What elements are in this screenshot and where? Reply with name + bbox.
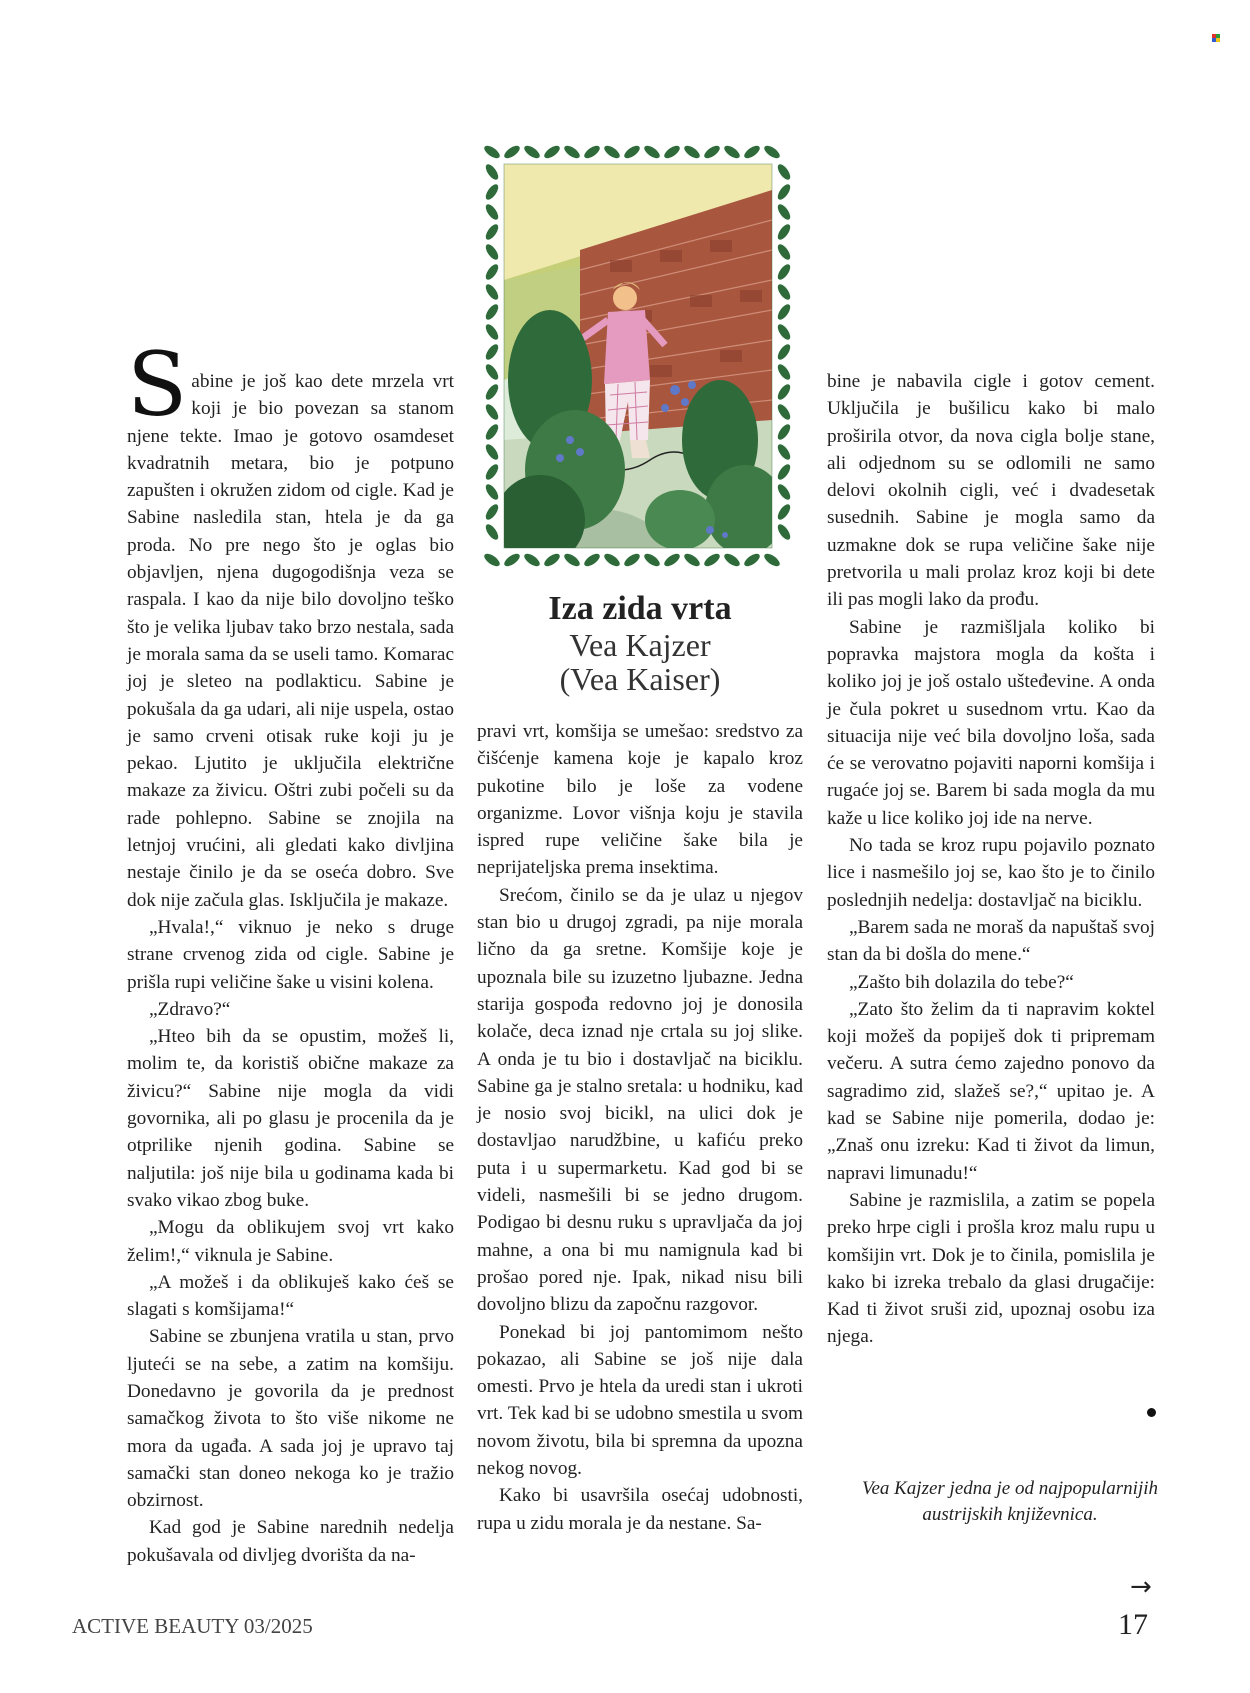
paragraph: „Barem sada ne moraš da napuštaš svoj stan da bi došla do mene.“ (827, 916, 1155, 966)
author-bio: Vea Kajzer jedna je od najpopularnijih austrijskih književnica. (861, 1478, 1159, 1525)
page-number: 17 (1118, 1608, 1148, 1641)
paragraph: Sabine se zbunjena vratila u stan, prvo ljuteći se na sebe, a zatim na komšiju. Donedavno je govorila da je prednost samačkog života to što više nikome ne mora da ugađa. A sada joj je upravo taj samački stan doneo nekoga ko je tražio obzirnost. (127, 1326, 454, 1512)
paragraph: Sabine je razmislila, a zatim se popela preko hrpe cigli i prošla kroz malu rupu u komšijin vrt. Dok je to činila, pomislila je kako bi izreka trebalo da glasi drugačije: Kad ti život sruši zid, upoznaj osobu iza njega. (827, 1189, 1155, 1348)
paragraph: pravi vrt, komšija se umešao: sredstvo za čišćenje kamena koje je kapalo kroz pukotine bilo je loše za vodene organizme. Lovor višnja koju je stavila ispred rupe veličine šake bila je neprijateljska prema insektima. (477, 721, 803, 879)
paragraph: Kako bi usavršila osećaj udobnosti, rupa u zidu morala je da nestane. Sa- (477, 1485, 803, 1534)
continue-arrow-icon: → (1130, 1572, 1152, 1602)
magazine-issue: ACTIVE BEAUTY 03/2025 (72, 1614, 313, 1638)
paragraph: „Hvala!,“ viknuo je neko s druge strane crvenog zida od cigle. Sabine je prišla rupi veličine šake u visini kolena. (127, 916, 454, 993)
paragraph: „A možeš i da oblikuješ kako ćeš se slagati s komšijama!“ (127, 1271, 454, 1321)
paragraph: „Zašto bih dolazila do tebe?“ (849, 971, 1074, 993)
color-registration-mark (1212, 34, 1220, 42)
paragraph: Sabine je razmišljala koliko bi popravka majstora mogla da košta i koliko joj je još ostalo ušteđevine. A onda je čula pokret u susednom vrtu. Kao da situacija nije već bila dovoljno loša, sada će se verovatno pojaviti naporni komšija i rugaće joj se. Barem bi sada mogla da mu kaže u lice koliko joj ide na nerve. (827, 616, 1155, 829)
article-column-2 (477, 718, 803, 1537)
article-column-1 (127, 333, 454, 1569)
drop-cap: S (127, 333, 188, 436)
paragraph-text: abine je još kao dete mrzela vrt koji je bio povezan sa stanom njene tekte. Imao je gotovo osamdeset kvadratnih metara, bio je potpuno zapušten i okružen zidom od cigle. Kad je Sabine nasledila stan, htela je da ga proda. No pre nego što je oglas bio objavljen, njena dugogodišnja veza se raspala. I kao da nije bilo dovoljno teško što je velika ljubav tako brzo nestala, sada je morala sama da se useli tamo. Komarac joj je sleteo na podlakticu. Sabine je pokušala da ga udari, ali nije uspela, ostao je samo crveni otisak ruke koji ju je pekao. Ljutito je uključila električne makaze za živicu. Oštri zubi počeli su da rade pohlepno. Sabine se znojila na letnjoj vrućini, ali gledati kako divljina nestaje činilo je da se oseća dobro. Sve dok nije začula glas. Isključila je makaze. (127, 371, 454, 911)
article-title: Iza zida vrta (548, 590, 732, 627)
garden-wall-illustration (480, 140, 796, 572)
article-column-3 (827, 368, 1155, 1351)
paragraph: „Zato što želim da ti napravim koktel koji možeš da popiješ dok ti pripremam večeru. A sutra ćemo zajedno ponovo da sagradimo zid, slažeš se?,“ upitao je. A kad se Sabine nije pomerila, dodao je: „Znaš onu izreku: Kad ti život da limun, napravi limunadu!“ (827, 998, 1155, 1184)
paragraph: No tada se kroz rupu pojavilo poznato lice i nasmešilo joj se, kao što je to činilo poslednjih nedelja: dostavljač na biciklu. (827, 835, 1155, 911)
article-author: Vea Kajzer (569, 627, 711, 663)
article-title-block (465, 590, 815, 696)
paragraph: Ponekad bi joj pantomimom nešto pokazao, ali Sabine se još nije dala omesti. Prvo je htela da uredi stan i ukroti vrt. Tek kad bi se udobno smestila u svom novom životu, bila bi spremna da upozna nekog novog. (477, 1321, 803, 1480)
paragraph: Kad god je Sabine narednih nedelja pokušavala od divljeg dvorišta da na- (127, 1517, 454, 1566)
paragraph: bine je nabavila cigle i gotov cement. Uključila je bušilicu kako bi malo proširila otvor, da nova cigla bolje stane, ali odjednom su se odlomili ne samo delovi okolnih cigli, već i dvadesetak susednih. Sabine je mogla samo da uzmakne dok se rupa veličine šake nije pretvorila u mali prolaz kroz koji bi dete ili pas mogli lako da prođu. (827, 371, 1155, 611)
paragraph: „Zdravo?“ (149, 998, 231, 1020)
paragraph: Srećom, činilo se da je ulaz u njegov stan bio u drugoj zgradi, pa nije morala lično da ga sretne. Komšije koje je upoznala bile su izuzetno ljubazne. Jedna starija gospođa redovno joj je donosila kolače, deca iznad nje crtala su joj slike. A onda je tu bio i dostavljač na biciklu. Sabine ga je stalno sretala: u hodniku, kad je nosio svoj bicikl, na ulici dok je dostavljao narudžbine, u kafiću preko puta i u supermarketu. Kad god bi se videli, nasmešili bi se jedno drugom. Podigao bi desnu ruku s upravljača da joj mahne, a ona bi mu namignula kad bi prošao pored nje. Ipak, nikad nisu bili dovoljno blizu da započnu razgovor. (477, 884, 803, 1316)
paragraph: „Mogu da oblikujem svoj vrt kako želim!,“ viknula je Sabine. (127, 1217, 454, 1266)
paragraph (127, 333, 454, 914)
end-of-article-mark (1147, 1408, 1156, 1417)
article-author-original: (Vea Kaiser) (559, 661, 721, 697)
paragraph: „Hteo bih da se opustim, možeš li, molim te, da koristiš obične makaze za živicu?“ Sabine nije mogla da vidi govornika, ali po glasu je procenila da je otprilike njenih godina. Sabine se naljutila: još nije bila u godinama kada bi svako vikao zbog buke. (127, 1026, 454, 1211)
